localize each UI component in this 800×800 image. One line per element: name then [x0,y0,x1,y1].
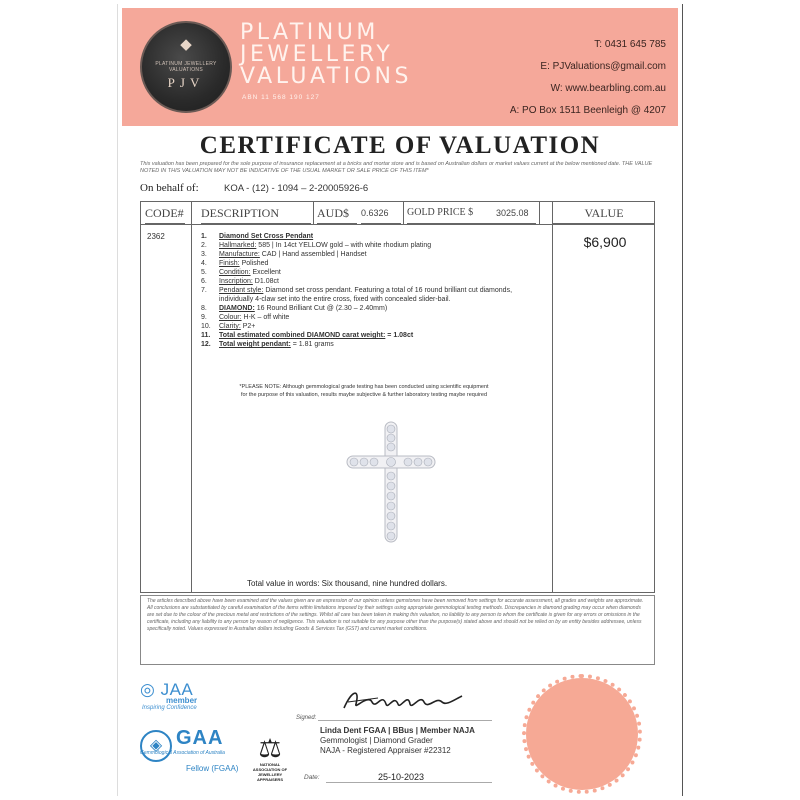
list-item: 3. Manufacture: CAD | Hand assembled | Handset [201,251,367,258]
signer-details [320,726,475,756]
certificate-page [118,4,682,796]
date-line [326,782,492,783]
column-divider [552,202,553,592]
header-value: VALUE [553,202,655,224]
list-item: 7. Pendant style: Diamond set cross pendant. Featuring a total of 16 round brilliant cut diamonds, individually 4-claw set into the entire cross, fixed with concealed slider-bail. [201,287,513,303]
signature-line [318,720,492,721]
naja-logo [248,734,292,782]
testing-note: *PLEASE NOTE: Although gemmological grade testing has been conducted using scientific equipment for the purpose of this valuation, results maybe subjective & further laboratory testing maybe required [239,384,489,398]
list-item: 8. DIAMOND: 16 Round Brilliant Cut @ (2.30 – 2.40mm) [201,305,388,312]
jaa-slogan: Inspiring Confidence [142,705,197,711]
handwritten-signature [338,684,468,714]
brand-name [240,22,460,88]
list-item: 1. Diamond Set Cross Pendant [201,233,314,240]
header-gold-value: 3025.08 [496,202,536,224]
jaa-logo [140,680,197,711]
website: W: www.bearbling.com.au [550,83,666,94]
jaa-text: JAA [160,680,194,699]
valuation-table [140,201,655,593]
list-item: 4. Finish: Polished [201,260,269,267]
header-gold-label: GOLD PRICE $ [407,202,497,224]
brand-line: PLATINUM [240,20,379,45]
email: E: PJValuations@gmail.com [540,61,666,72]
jaa-member: member [166,696,198,705]
signer-registration: NAJA - Registered Appraiser #22312 [320,746,451,755]
pjv-logo [140,21,232,113]
list-item: 11. Total estimated combined DIAMOND carat weight: = 1.08ct [201,332,414,339]
document-title: CERTIFICATE OF VALUATION [199,132,601,159]
list-item: 6. Inscription: D1.08ct [201,278,279,285]
abn-number: ABN 11 568 190 127 [242,94,320,101]
letterhead [122,8,678,126]
list-item: 9. Colour: H-K – off white [201,314,290,321]
valuation-disclaimer: This valuation has been prepared for the sole purpose of insurance replacement at a bricks and mortar store and is based on Australian dollars or market values current at the below mentioned date. THE VALUE NOTED IN THIS VALUATION MAY NOT BE INDICATIVE OF THE USUAL MARKET OR SALE PRICE OF THIS ITEM* [140,161,653,174]
on-behalf-label: On behalf of: [140,182,199,194]
column-divider [539,202,540,224]
logo-ring-text: PLATINUM JEWELLERY VALUATIONS [155,61,217,73]
diamond-outline-icon: ◎ [140,680,156,699]
date-label: Date: [304,774,320,781]
gaa-subtitle: Gemmological Association of Australia [140,750,225,756]
embossed-seal [526,678,638,790]
item-description-list [201,232,531,349]
item-code: 2362 [147,232,165,241]
brand-line: VALUATIONS [240,64,412,89]
scales-icon: ⚖ [258,733,282,763]
date-value: 25-10-2023 [378,772,425,782]
item-value: $6,900 [583,234,627,250]
column-divider [403,202,404,224]
header-aud-label: AUD$ [317,202,357,224]
gaa-logo [140,727,240,773]
value-in-words: Total value in words: Six thousand, nine hundred dollars. [246,579,448,588]
signed-label: Signed: [296,715,317,721]
header-code: CODE# [145,202,185,224]
header-description: DESCRIPTION [201,202,311,224]
column-divider [313,202,314,224]
cross-pendant-image [341,420,441,545]
brand-line: JEWELLERY [240,42,394,67]
signer-name: Linda Dent FGAA | BBus | Member NAJA [320,726,475,735]
list-item: 2. Hallmarked: 585 | In 14ct YELLOW gold – with white rhodium plating [201,242,432,249]
header-rule [141,224,654,225]
address: A: PO Box 1511 Beenleigh @ 4207 [509,105,666,116]
gaa-fellow: Fellow (FGAA) [186,764,239,773]
phone: T: 0431 645 785 [594,39,666,50]
legal-terms: The articles described above have been examined and the values given are an expression of our opinion unless gemstones have been removed from settings for accurate assessment, all grades and weights are approximate. All conclusions are substantiated by careful examination of the items within limitations imposed by their settings using appropriate gemmological testing methods. Discrepancies in diamond grading may occur when diamonds are set due to the colour of the precious metal and restrictions of the settings. Whilst all care has been taken in making this valuation, no liability to any person to whom the certificate is given for any errors or omissions in the certificate, including any liability to any person by reason of negligence. This valuation is not suitable for any purpose other than the purpose(s) stated above and should not be relied on by an entity besides addressee, unless specifically noted. Values expressed in Australian dollars including Goods & Services Tax (GST) and current market conditions. [140,595,655,665]
gaa-text: GAA [176,727,224,749]
list-item: 10. Clarity: P2+ [201,323,256,330]
contact-block [510,34,666,122]
list-item: 5. Condition: Excellent [201,269,281,276]
logo-monogram: PJV [167,75,205,90]
on-behalf-value: KOA - (12) - 1094 – 2-20005926-6 [224,183,369,194]
diamond-icon: ◆ [180,36,192,53]
signer-title: Gemmologist | Diamond Grader [320,736,433,745]
naja-text: NATIONAL ASSOCIATION OF JEWELLERY APPRAISERS [252,762,288,782]
list-item: 12. Total weight pendant: = 1.81 grams [201,341,334,348]
column-divider [191,202,192,592]
header-aud-value: 0.6326 [361,202,401,224]
gem-badge-icon: ◈ [140,730,172,762]
